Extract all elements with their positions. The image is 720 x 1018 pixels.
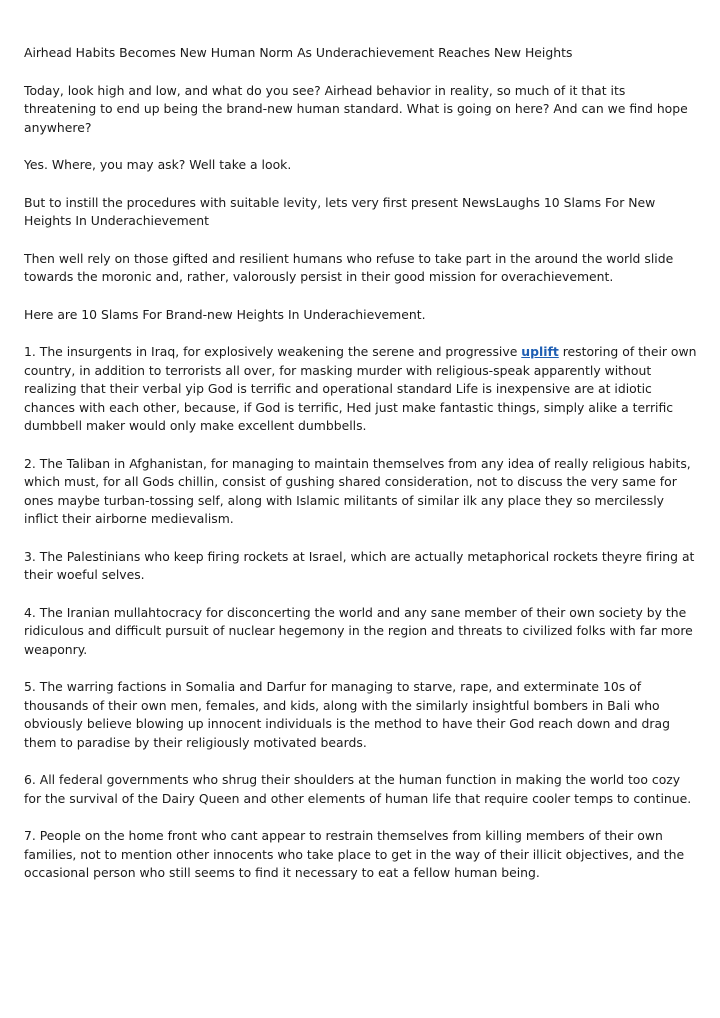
article-title: Airhead Habits Becomes New Human Norm As Underachievement Reaches New Heights <box>24 45 573 60</box>
paragraph-levity: But to instill the procedures with suitable levity, lets very first present NewsLaughs 10 Slams For New Heights In Underachievement <box>24 194 656 228</box>
paragraph-rely: Then well rely on those gifted and resilient humans who refuse to take part in the around the world slide towards the moronic and, rather, valorously persist in their good mission for overachievement. <box>24 250 674 284</box>
list-item-5: 5. The warring factions in Somalia and Darfur for managing to starve, rape, and exterminate 10s of thousands of their own men, females, and kids, along with the similarly insightful bombers in Bali who obviously believe blowing up innocent individuals is the method to have their God reach down and drag them to paradise by their religiously motivated beards. <box>24 679 670 750</box>
list-item-1-text-before: 1. The insurgents in Iraq, for explosively weakening the serene and progressive <box>24 344 522 359</box>
list-item-6: 6. All federal governments who shrug their shoulders at the human function in making the world too cozy for the survival of the Dairy Queen and other elements of human life that require cooler temps to continue. <box>24 772 692 806</box>
list-item-2: 2. The Taliban in Afghanistan, for managing to maintain themselves from any idea of really religious habits, which must, for all Gods chillin, consist of gushing shared consideration, not to discuss the very same for ones maybe turban-tossing self, along with Islamic militants of similar ilk any place they so mercilessly inflict their airborne medievalism. <box>24 455 691 526</box>
paragraph-list-intro: Here are 10 Slams For Brand-new Heights In Underachievement. <box>24 306 426 322</box>
paragraph-where: Yes. Where, you may ask? Well take a look. <box>24 157 292 172</box>
list-item-3: 3. The Palestinians who keep firing rockets at Israel, which are actually metaphorical rockets theyre firing at their woeful selves. <box>24 548 695 582</box>
list-item-1-text-after: restoring of their own country, in addition to terrorists all over, for masking murder with religious-speak apparently without realizing that their verbal yip God is terrific and operational standard Life is inexpensive are at idiotic chances with each other, because, if God is terrific, Hed just make fantastic things, simply alike a terrific dumbbell maker would only make excellent dumbbells. <box>24 344 697 433</box>
article-body <box>24 44 700 902</box>
list-item-4: 4. The Iranian mullahtocracy for disconcerting the world and any sane member of their own society by the ridiculous and difficult pursuit of nuclear hegemony in the region and threats to civilized folks with far more weaponry. <box>24 604 693 657</box>
uplift-link[interactable]: uplift <box>521 344 559 359</box>
paragraph-intro: Today, look high and low, and what do you see? Airhead behavior in reality, so much of it that its threatening to end up being the brand-new human standard. What is going on here? And can we find hope anywhere? <box>24 82 688 135</box>
list-item-7: 7. People on the home front who cant appear to restrain themselves from killing members of their own families, not to mention other innocents who take place to get in the way of their illicit objectives, and the occasional person who still seems to find it necessary to eat a fellow human being. <box>24 828 685 880</box>
list-item-1 <box>24 343 700 436</box>
